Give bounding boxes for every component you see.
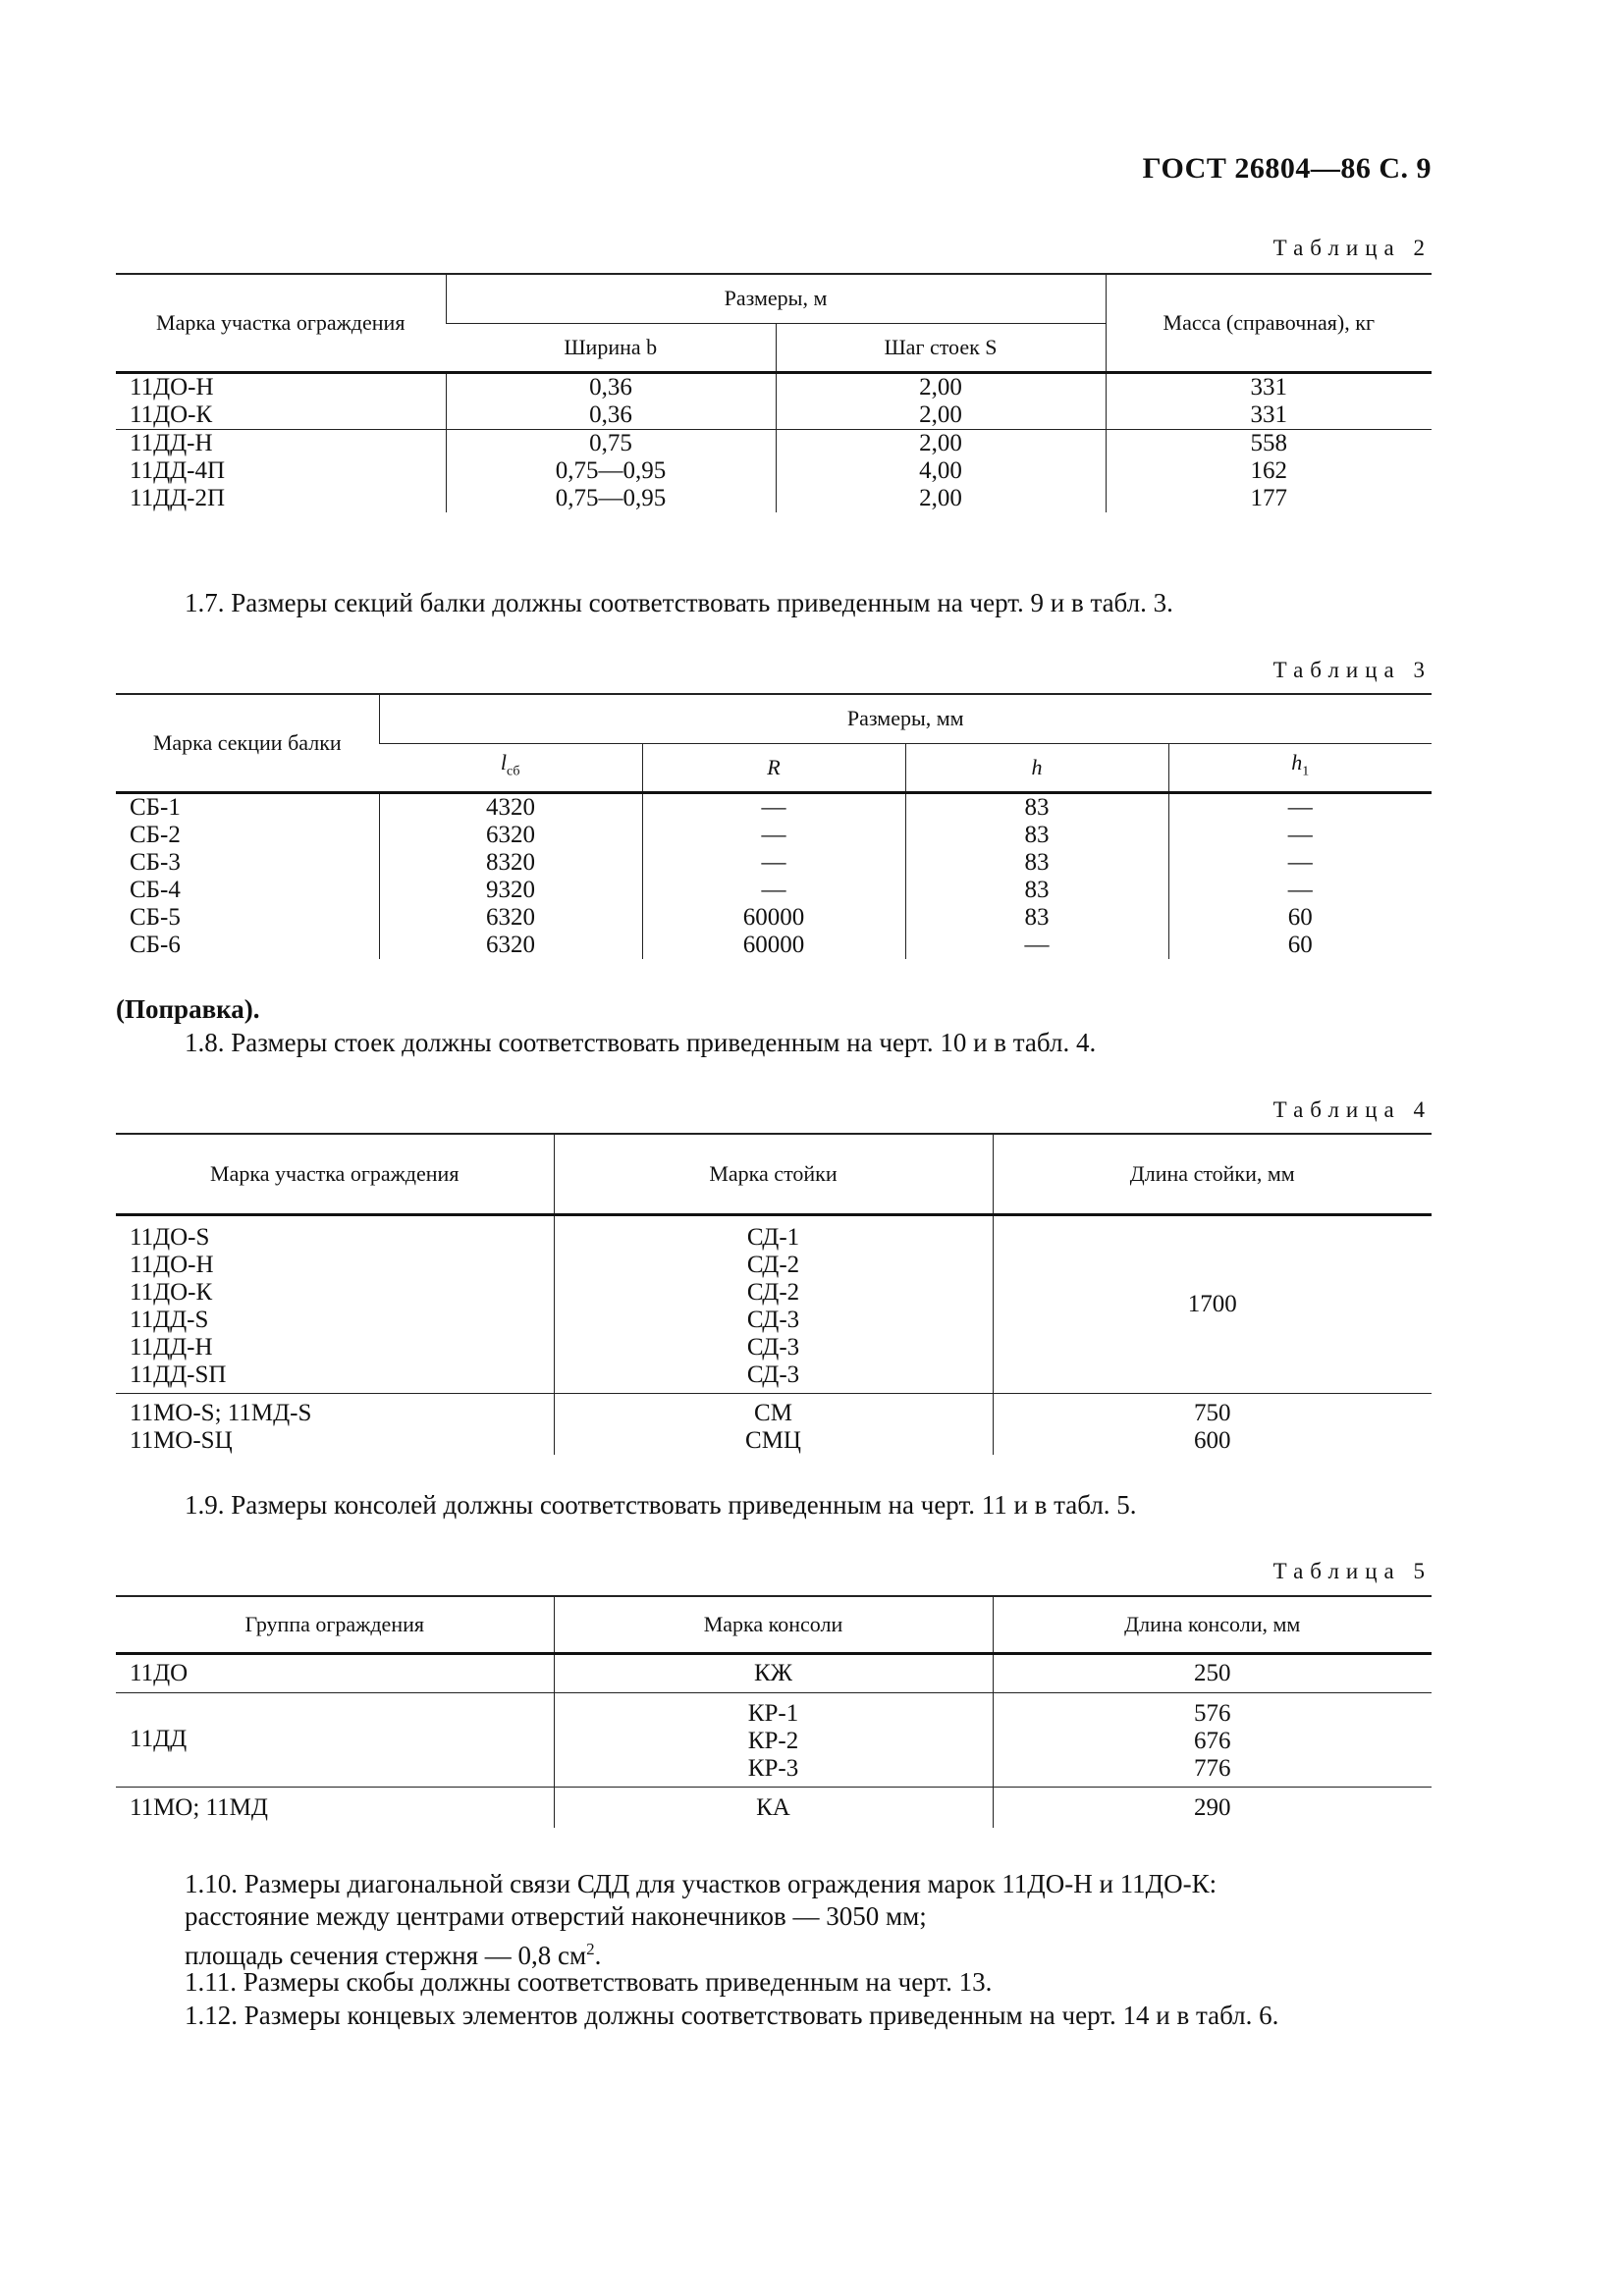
table2-group-1 (116, 372, 1432, 429)
table4-stoika-cell: СМ СМЦ (554, 1393, 993, 1455)
paragraph-1-12: 1.12. Размеры концевых элементов должны соответствовать приведенным на черт. 14 и в табл. 6. (185, 2001, 1279, 2030)
table5 (116, 1595, 1432, 1828)
table5-gruppa-cell: 11ДД (116, 1692, 554, 1787)
table5-konsol-cell: КА (554, 1787, 993, 1828)
paragraph-1-11: 1.11. Размеры скобы должны соответствовать приведенным на черт. 13. (185, 1967, 993, 1997)
table2-marka-cell: 11ДД-Н 11ДД-4П 11ДД-2П (116, 429, 446, 512)
table5-gruppa-cell: 11ДО (130, 1659, 189, 1686)
table4 (116, 1133, 1432, 1455)
table2-caption: Таблица 2 (1272, 236, 1432, 260)
table3-body (116, 792, 1432, 959)
table5-dlina-cell: 576 676 776 (993, 1692, 1432, 1787)
table4-header-dlina: Длина стойки, мм (993, 1134, 1432, 1214)
table2-shirina-cell: 0,75 0,75—0,95 0,75—0,95 (446, 429, 776, 512)
table5-header-gruppa: Группа ограждения (116, 1596, 554, 1653)
paragraph-1-7: 1.7. Размеры секций балки должны соответствовать приведенным на черт. 9 и в табл. 3. (185, 588, 1173, 617)
paragraph-1-9: 1.9. Размеры консолей должны соответствовать приведенным на черт. 11 и в табл. 5. (185, 1490, 1137, 1520)
table2-group-2 (116, 429, 1432, 512)
table2-header-razmery: Размеры, м (446, 274, 1106, 323)
table5-konsol-cell: КР-1 КР-2 КР-3 (554, 1692, 993, 1787)
paragraph-1-10-line2: расстояние между центрами отверстий наконечников — 3050 мм; (185, 1901, 927, 1931)
table5-gruppa-cell: 11МО; 11МД (116, 1787, 554, 1828)
table4-dlina-cell: 750 600 (993, 1393, 1432, 1455)
popravka-note: (Поправка). (116, 994, 260, 1024)
table4-caption: Таблица 4 (1272, 1097, 1432, 1122)
paragraph-1-10: 1.10. Размеры диагональной связи СДД для участков ограждения марок 11ДО-Н и 11ДО-К: (185, 1869, 1217, 1898)
table2-massa-cell: 558 162 177 (1106, 429, 1432, 512)
table3-header-razmery: Размеры, мм (379, 694, 1432, 743)
table2-header-shag: Шаг стоек S (776, 323, 1106, 372)
page-header: ГОСТ 26804—86 С. 9 (1142, 152, 1432, 185)
table3-h-col: 83 83 83 83 83 — (905, 792, 1168, 959)
table2-shag-cell: 2,00 2,00 (776, 372, 1106, 429)
table4-marka-cell: 11МО-S; 11МД-S 11МО-SЦ (116, 1393, 554, 1455)
table3-header-h1: $h_1$ (1168, 743, 1432, 792)
table3-marka-col: СБ-1 СБ-2 СБ-3 СБ-4 СБ-5 СБ-6 (130, 793, 181, 958)
table2-marka-cell: 11ДО-Н 11ДО-К (130, 373, 214, 428)
table3-h1-col: — — — — 60 60 (1168, 792, 1432, 959)
paragraph-1-8: 1.8. Размеры стоек должны соответствовать приведенным на черт. 10 и в табл. 4. (185, 1028, 1097, 1057)
table3 (116, 693, 1432, 959)
table5-row (116, 1787, 1432, 1828)
table5-row (116, 1653, 1432, 1692)
table3-R-col: — — — — 60000 60000 (642, 792, 905, 959)
table5-konsol-cell: КЖ (554, 1653, 993, 1692)
table2-massa-cell: 331 331 (1106, 372, 1432, 429)
table4-dlina-cell: 1700 (993, 1214, 1432, 1393)
table3-caption: Таблица 3 (1272, 658, 1432, 682)
table2-header-massa: Масса (справочная), кг (1106, 274, 1432, 372)
table2-header-shirina: Ширина b (446, 323, 776, 372)
table5-header-dlina: Длина консоли, мм (993, 1596, 1432, 1653)
table3-header-l: $l_{сб}$ (379, 743, 642, 792)
table4-header-stoika: Марка стойки (554, 1134, 993, 1214)
table5-dlina-cell: 290 (993, 1787, 1432, 1828)
table3-l-col: 4320 6320 8320 9320 6320 6320 (379, 792, 642, 959)
table4-group-2 (116, 1393, 1432, 1455)
table4-group-1 (116, 1214, 1432, 1393)
table5-header-konsol: Марка консоли (554, 1596, 993, 1653)
table2-header-marka: Марка участка ограждения (116, 274, 446, 372)
table5-caption: Таблица 5 (1272, 1559, 1432, 1583)
table3-header-h: h (905, 743, 1168, 792)
table2 (116, 273, 1432, 512)
table3-header-marka: Марка секции балки (116, 694, 379, 792)
table2-shag-cell: 2,00 4,00 2,00 (776, 429, 1106, 512)
table4-stoika-cell: СД-1 СД-2 СД-2 СД-3 СД-3 СД-3 (554, 1214, 993, 1393)
table5-row (116, 1692, 1432, 1787)
table5-dlina-cell: 250 (993, 1653, 1432, 1692)
table4-header-marka: Марка участка ограждения (116, 1134, 554, 1214)
table3-header-R: R (642, 743, 905, 792)
table4-marka-cell: 11ДО-S 11ДО-Н 11ДО-К 11ДД-S 11ДД-Н 11ДД-SП (130, 1223, 227, 1388)
paragraph-1-10-line3: площадь сечения стержня — 0,8 $см^2$. (185, 1940, 602, 1970)
table2-shirina-cell: 0,36 0,36 (446, 372, 776, 429)
